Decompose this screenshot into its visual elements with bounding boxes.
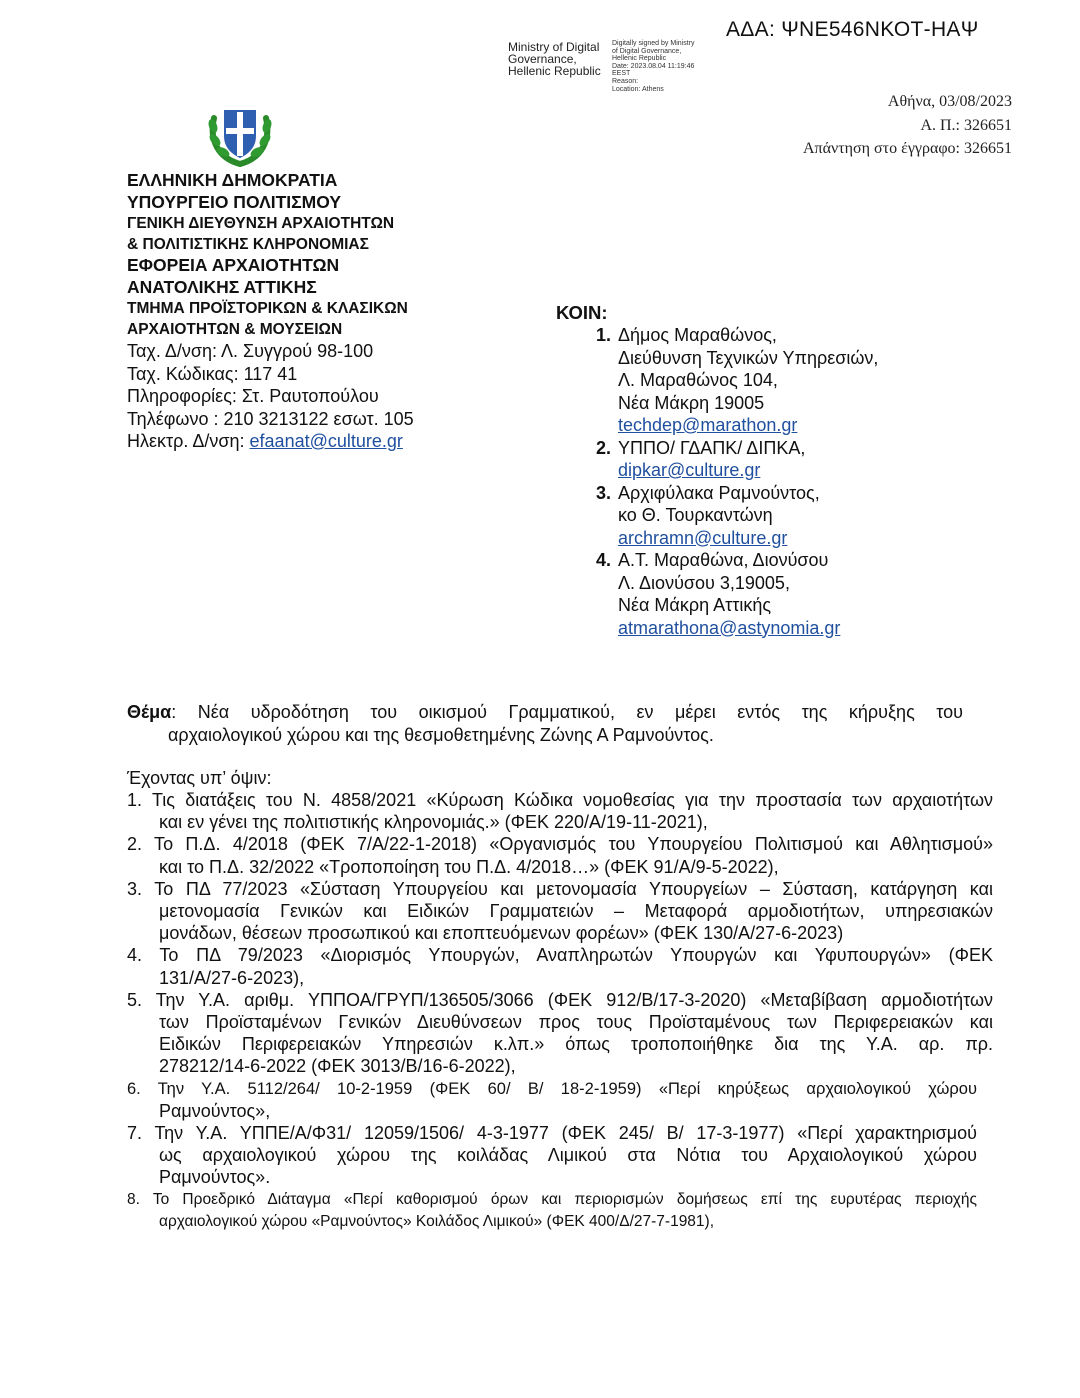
signature-details [612, 40, 694, 93]
signature-detail-line: of Digital Governance, [612, 47, 682, 55]
recipient-line: κο Θ. Τουρκαντώνη [618, 505, 773, 525]
consideration-item [127, 789, 993, 833]
ada-code: ΑΔΑ: ΨΝΕ546ΝΚΟΤ-ΗΑΨ [726, 18, 979, 41]
subject-line-2: αρχαιολογικού χώρου και της θεσμοθετημένης Ζώνης Α Ραμνούντος. [168, 725, 714, 745]
protocol-line: Α. Π.: 326651 [920, 116, 1012, 134]
recipient-number: 2. [596, 437, 612, 458]
recipient-line: Διεύθυνση Τεχνικών Υπηρεσιών, [618, 347, 879, 368]
sender-email-label: Ηλεκτρ. Δ/νση: [127, 431, 250, 451]
signature-ministry-line: Ministry of Digital [508, 40, 600, 54]
recipient-line: Δήμος Μαραθώνος, [618, 325, 777, 345]
koin-recipient [596, 324, 878, 437]
consideration-line: 278212/14-6-2022 (ΦΕΚ 3013/Β/16-6-2022), [159, 1056, 516, 1077]
koin-recipient [596, 549, 878, 639]
consideration-line: 5. Την Υ.Α. αριθμ. ΥΠΠΟΑ/ΓΡΥΠ/136505/3066 (ΦΕΚ 912/Β/17-3-2020) «Μεταβίβαση αρμοδιοτήτων [127, 989, 993, 1010]
consideration-line: των Προϊσταμένων Γενικών Διευθύνσεων προς τους Προϊσταμένους των Περιφερειακών και [159, 1012, 993, 1033]
consideration-line: Ραμνούντος». [159, 1167, 271, 1188]
considerations-list [127, 789, 993, 1233]
recipient-line: Νέα Μάκρη Αττικής [618, 595, 771, 615]
sender-address: Ταχ. Δ/νση: Λ. Συγγρού 98-100 [127, 341, 374, 361]
signature-ministry [508, 41, 601, 77]
recipient-number: 3. [596, 482, 612, 503]
date-block [803, 90, 1012, 161]
subject [127, 701, 963, 747]
org-line: ΑΡΧΑΙΟΤΗΤΩΝ & ΜΟΥΣΕΙΩΝ [127, 321, 343, 338]
subject-line [127, 701, 963, 724]
coat-of-arms-icon [204, 98, 276, 170]
consideration-line: 8. Το Προεδρικό Διάταγμα «Περί καθορισμού όρων και περιορισμών δομήσεως επί της ευρυτέρας περιοχής [127, 1190, 977, 1208]
org-line: ΑΝΑΤΟΛΙΚΗΣ ΑΤΤΙΚΗΣ [127, 276, 317, 297]
consideration-line: 2. Το Π.Δ. 4/2018 (ΦΕΚ 7/Α/22-1-2018) «Οργανισμός του Υπουργείου Πολιτισμού και Αθλητισμού» [127, 834, 993, 855]
signature-detail-line: EEST [612, 70, 631, 78]
signature-detail-line: Date: 2023.08.04 11:19:46 [612, 62, 695, 70]
koin-recipient-list [596, 324, 878, 639]
koin-recipient [596, 437, 878, 482]
subject-label: Θέμα [127, 702, 172, 722]
org-line: ΕΛΛΗΝΙΚΗ ΔΗΜΟΚΡΑΤΙΑ [127, 170, 338, 190]
consideration-line: Ειδικών Περιφερειακών Υπηρεσιών κ.λπ.» όπως τροποποιήθηκε δια της Υ.Α. αρ. πρ. [159, 1034, 993, 1055]
consideration-line: 3. Το ΠΔ 77/2023 «Σύσταση Υπουργείου και μετονομασία Υπουργείων – Σύσταση, κατάργηση και [127, 878, 993, 899]
recipient-line: Νέα Μάκρη 19005 [618, 392, 765, 413]
koin-recipient [596, 482, 878, 550]
consideration-line: 7. Την Υ.Α. ΥΠΠΕ/Α/Φ31/ 12059/1506/ 4-3-1977 (ΦΕΚ 245/ Β/ 17-3-1977) «Περί χαρακτηρισμού [127, 1123, 977, 1144]
org-line: ΥΠΟΥΡΓΕΙΟ ΠΟΛΙΤΙΣΜΟΥ [127, 191, 342, 212]
consideration-line: Ραμνούντος», [159, 1100, 271, 1121]
consideration-item [127, 1122, 977, 1189]
consideration-line: ως αρχαιολογικού χώρου της κοιλάδας Λιμικού στα Νότια του Αρχαιολογικού χώρου [159, 1145, 977, 1166]
signature-detail-line: Hellenic Republic [612, 55, 667, 63]
sender-postcode: Ταχ. Κώδικας: 117 41 [127, 363, 298, 384]
org-line: ΤΜΗΜΑ ΠΡΟΪΣΤΟΡΙΚΩΝ & ΚΛΑΣΙΚΩΝ [127, 300, 408, 317]
sender-organisation [127, 170, 487, 340]
org-line: ΓΕΝΙΚΗ ΔΙΕΥΘΥΝΣΗ ΑΡΧΑΙΟΤΗΤΩΝ [127, 215, 395, 232]
consideration-item [127, 878, 993, 945]
recipient-line: Λ. Διονύσου 3,19005, [618, 572, 790, 593]
recipient-line: Αρχιφύλακα Ραμνούντος, [618, 482, 820, 503]
recipient-email-link[interactable]: archramn@culture.gr [618, 527, 788, 548]
org-line: & ΠΟΛΙΤΙΣΤΙΚΗΣ ΚΛΗΡΟΝΟΜΙΑΣ [127, 236, 369, 253]
consideration-line: και εν γένει της πολιτιστικής κληρονομιάς.» (ΦΕΚ 220/Α/19-11-2021), [159, 812, 708, 833]
reply-line: Απάντηση στο έγγραφο: 326651 [803, 140, 1012, 157]
koin-title: ΚΟΙΝ: [556, 302, 608, 323]
consideration-line: μονάδων, θέσεων προσωπικού και εποπτευόμενων φορέων» (ΦΕΚ 130/Α/27-6-2023) [159, 923, 844, 944]
subject-text: : Νέα υδροδότηση του οικισμού Γραμματικού, εν μέρει εντός της κήρυξης του [171, 702, 963, 722]
consideration-line: 4. Το ΠΔ 79/2023 «Διορισμός Υπουργών, Αναπληρωτών Υπουργών και Υφυπουργών» (ΦΕΚ [127, 945, 993, 966]
signature-ministry-line: Governance, [508, 52, 577, 66]
sender-phone: Τηλέφωνο : 210 3213122 εσωτ. 105 [127, 408, 414, 429]
having-in-view: Έχοντας υπ’ όψιν: [127, 768, 272, 788]
consideration-line: 1. Τις διατάξεις του Ν. 4858/2021 «Κύρωση Κώδικα νομοθεσίας για την προστασία των αρχαιοτήτων [127, 790, 993, 810]
signature-detail-line: Location: Athens [612, 85, 664, 93]
consideration-line: 131/Α/27-6-2023), [159, 967, 305, 988]
consideration-item [127, 944, 993, 988]
consideration-line: μετονομασία Γενικών και Ειδικών Γραμματειών – Μεταφορά αρμοδιοτήτων, υπηρεσιακών [159, 901, 993, 922]
recipient-line: Λ. Μαραθώνος 104, [618, 370, 778, 390]
consideration-line: αρχαιολογικού χώρου «Ραμνούντος» Κοιλάδος Λιμικού» (ΦΕΚ 400/Δ/27-7-1981), [159, 1212, 715, 1230]
recipient-number: 4. [596, 550, 612, 570]
signature-detail-line: Reason: [612, 77, 639, 85]
recipient-number: 1. [596, 325, 612, 345]
recipient-email-link[interactable]: dipkar@culture.gr [618, 460, 761, 480]
recipient-line: Α.Τ. Μαραθώνα, Διονύσου [618, 550, 829, 570]
recipient-email-link[interactable]: atmarathona@astynomia.gr [618, 617, 841, 638]
consideration-item [127, 1078, 977, 1122]
recipient-email-link[interactable]: techdep@marathon.gr [618, 415, 798, 435]
sender-email-row [127, 430, 414, 453]
signature-detail-line: Digitally signed by Ministry [612, 40, 695, 47]
date-line: Αθήνα, 03/08/2023 [887, 93, 1012, 110]
consideration-line: 6. Την Υ.Α. 5112/264/ 10-2-1959 (ΦΕΚ 60/ Β/ 18-2-1959) «Περί κηρύξεως αρχαιολογικού χώρου [127, 1079, 977, 1098]
sender-email-link[interactable]: efaanat@culture.gr [249, 431, 403, 451]
sender-contact [127, 340, 414, 453]
consideration-item [127, 1189, 977, 1233]
consideration-item [127, 989, 993, 1078]
recipient-line: ΥΠΠΟ/ ΓΔΑΠΚ/ ΔΙΠΚΑ, [618, 437, 806, 458]
consideration-line: και το Π.Δ. 32/2022 «Τροποποίηση του Π.Δ. 4/2018…» (ΦΕΚ 91/Α/9-5-2022), [159, 856, 779, 877]
signature-ministry-line: Hellenic Republic [508, 64, 601, 78]
sender-info: Πληροφορίες: Στ. Ραυτοπούλου [127, 386, 379, 406]
org-line: ΕΦΟΡΕΙΑ ΑΡΧΑΙΟΤΗΤΩΝ [127, 255, 340, 275]
consideration-item [127, 833, 993, 877]
